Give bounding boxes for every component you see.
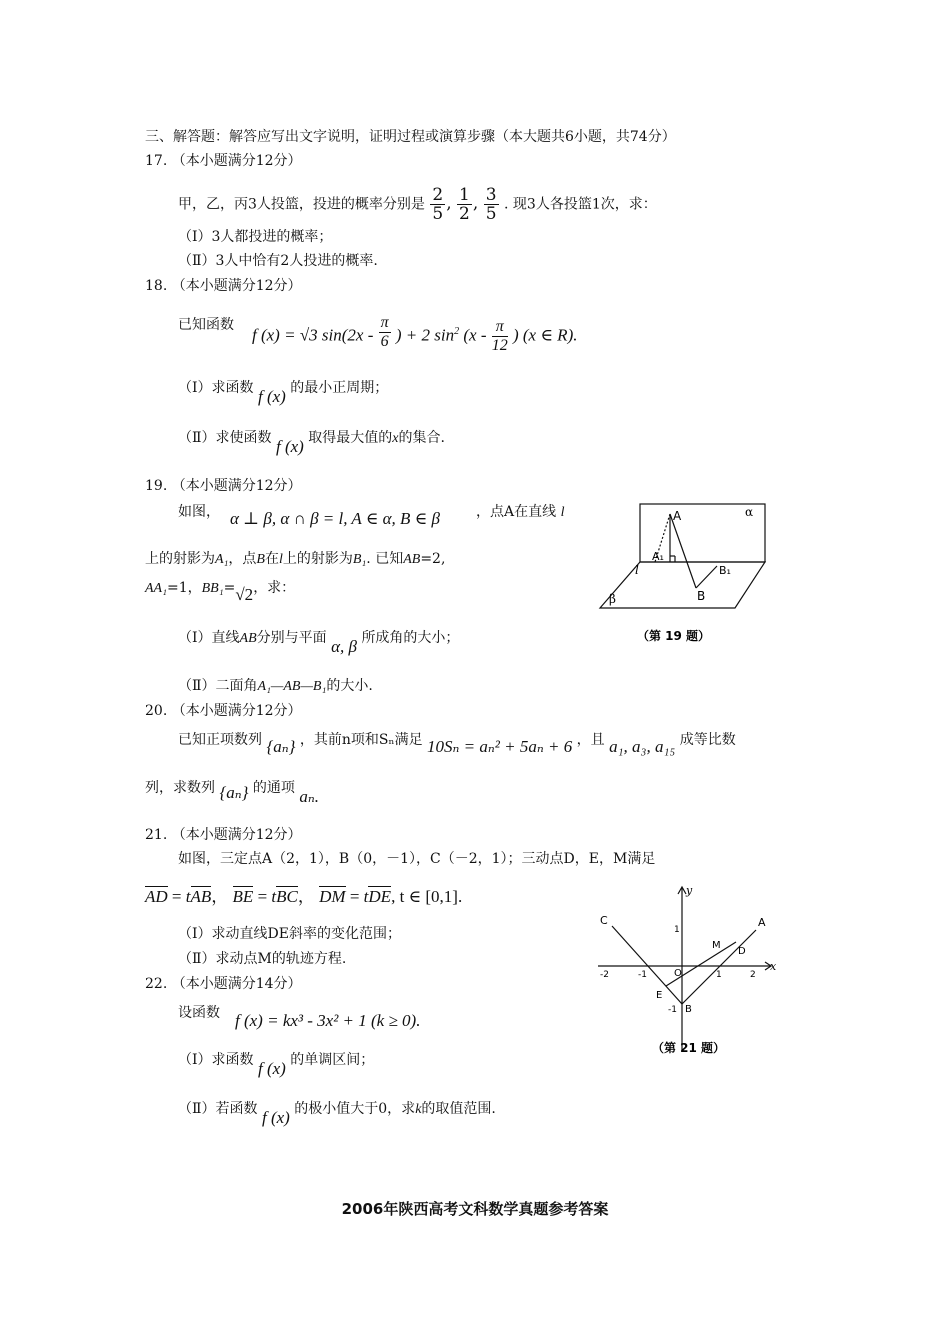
q18-function: f (x) = √3 sin(2x - $\frac{\pi}{6}$ ) + 2 $\sin^2 (x$ - $\frac{\pi}{12}$ ) (x ∈ R). — [252, 314, 578, 354]
q19-part-2: （Ⅱ）二面角A₁—AB—B₁的大小. — [178, 678, 373, 694]
fig19-B1: B₁ — [719, 564, 731, 577]
q18-part-2: （Ⅱ）求使函数 f (x) 取得最大值的x的集合. — [178, 430, 445, 456]
q21-stem: 如图，三定点A（2，1），B（0，－1），C（－2，1）；三动点D，E，M满足 — [178, 851, 656, 867]
fig21-tick-2: 2 — [750, 970, 756, 980]
fig21-y: y — [686, 884, 693, 897]
q17-header: 17. （本小题满分12分） — [145, 153, 302, 169]
q19-lead: 如图， — [178, 504, 220, 520]
fig19-beta: β — [609, 592, 616, 606]
q17-frac-3: $\frac{3}{5}$ — [485, 185, 497, 224]
q20-header: 20. （本小题满分12分） — [145, 703, 302, 719]
q20-line-1: 已知正项数列 {aₙ} ，其前n项和Sₙ满足 10Sₙ = aₙ² + 5aₙ + 6 ，且 a₁, a₃, a₁₅ 成等比数 — [178, 732, 736, 756]
q19-text-2: 上的射影为A₁，点B在l上的射影为B₁. 已知AB=2, — [145, 551, 446, 567]
answers-title: 2006年陕西高考文科数学真题参考答案 — [341, 1200, 609, 1218]
fig21-D: D — [738, 946, 746, 957]
segment-B-B1 — [696, 566, 717, 588]
fig21-tick-neg2: -2 — [600, 970, 609, 980]
q17-stem-a: 甲，乙，丙3人投篮，投进的概率分别是 — [178, 196, 425, 213]
fig19-B: B — [697, 589, 706, 603]
fig19-alpha: α — [745, 505, 754, 519]
q19-figure — [595, 500, 785, 650]
fig19-caption: （第 19 题） — [637, 629, 711, 643]
fig21-tick-yneg1: -1 — [668, 1005, 677, 1015]
fig19-l: l — [635, 563, 639, 577]
q21-part-2: （Ⅱ）求动点M的轨迹方程. — [178, 951, 347, 967]
q22-part-1: （Ⅰ）求函数 f (x) 的单调区间； — [178, 1052, 375, 1078]
q19-part-1: （Ⅰ）直线AB分别与平面 α, β 所成角的大小； — [178, 630, 460, 656]
q21-vector-conditions: AD = tAB， BE = tBC， DM = tDE, t ∈ [0,1]. — [145, 887, 463, 906]
q19-text-3: AA₁=1，BB₁=√2，求： — [145, 580, 296, 604]
q17-stem-b: . 现3人各投篮1次，求： — [504, 196, 657, 213]
q21-part-1: （Ⅰ）求动直线DE斜率的变化范围； — [178, 926, 401, 942]
q22-part-2: （Ⅱ）若函数 f (x) 的极小值大于0，求k的取值范围. — [178, 1101, 496, 1127]
q17-frac-2: $\frac{1}{2}$ — [459, 185, 470, 224]
q20-line-2: 列，求数列 {aₙ} 的通项 aₙ. — [145, 780, 319, 806]
q18-lead: 已知函数 — [178, 317, 234, 333]
fig21-C: C — [600, 914, 608, 927]
q17-stem: 甲，乙，丙3人投篮，投进的概率分别是 $\frac{2}{5}$ , $\frac{1}{2}$ , $\frac{3}{5}$ . 现3人各投篮1次，求： — [178, 185, 657, 224]
section-header: 三、解答题：解答应写出文字说明，证明过程或演算步骤（本大题共6小题，共74分） — [145, 129, 676, 145]
q21-figure — [590, 880, 780, 1060]
q22-header: 22. （本小题满分14分） — [145, 976, 302, 992]
q21-header: 21. （本小题满分12分） — [145, 827, 302, 843]
fig19-A1: A₁ — [652, 550, 664, 563]
fig21-A: A — [758, 916, 766, 929]
q19-header: 19. （本小题满分12分） — [145, 478, 302, 494]
fig21-B: B — [685, 1004, 692, 1015]
q22-function: f (x) = kx³ - 3x² + 1 (k ≥ 0). — [235, 1011, 421, 1030]
fig21-tick-1: 1 — [716, 970, 722, 980]
fig21-tick-y1: 1 — [674, 925, 680, 935]
q22-lead: 设函数 — [178, 1005, 220, 1021]
q19-condition: α ⊥ β, α ∩ β = l, A ∈ α, B ∈ β — [230, 509, 440, 528]
plane-beta — [600, 562, 765, 608]
fig19-A: A — [673, 509, 682, 523]
q17-part-1: （Ⅰ）3人都投进的概率； — [178, 229, 333, 245]
fig21-tick-neg1: -1 — [638, 970, 647, 980]
q17-frac-1: $\frac{2}{5}$ — [432, 185, 444, 224]
q17-part-2: （Ⅱ）3人中恰有2人投进的概率. — [178, 253, 378, 269]
q18-part-1: （Ⅰ）求函数 f (x) 的最小正周期； — [178, 380, 389, 406]
q19-text-1: ，点A在直线 l — [476, 504, 565, 520]
q18-header: 18. （本小题满分12分） — [145, 278, 302, 294]
segment-ED — [666, 942, 736, 986]
fig21-O: O — [674, 968, 682, 979]
fig21-caption: （第 21 题） — [652, 1041, 726, 1055]
fig21-E: E — [656, 990, 663, 1001]
fig21-x: x — [770, 960, 777, 973]
segment-CB — [612, 926, 682, 1004]
segment-A-B — [670, 514, 696, 588]
fig21-M: M — [712, 940, 721, 951]
